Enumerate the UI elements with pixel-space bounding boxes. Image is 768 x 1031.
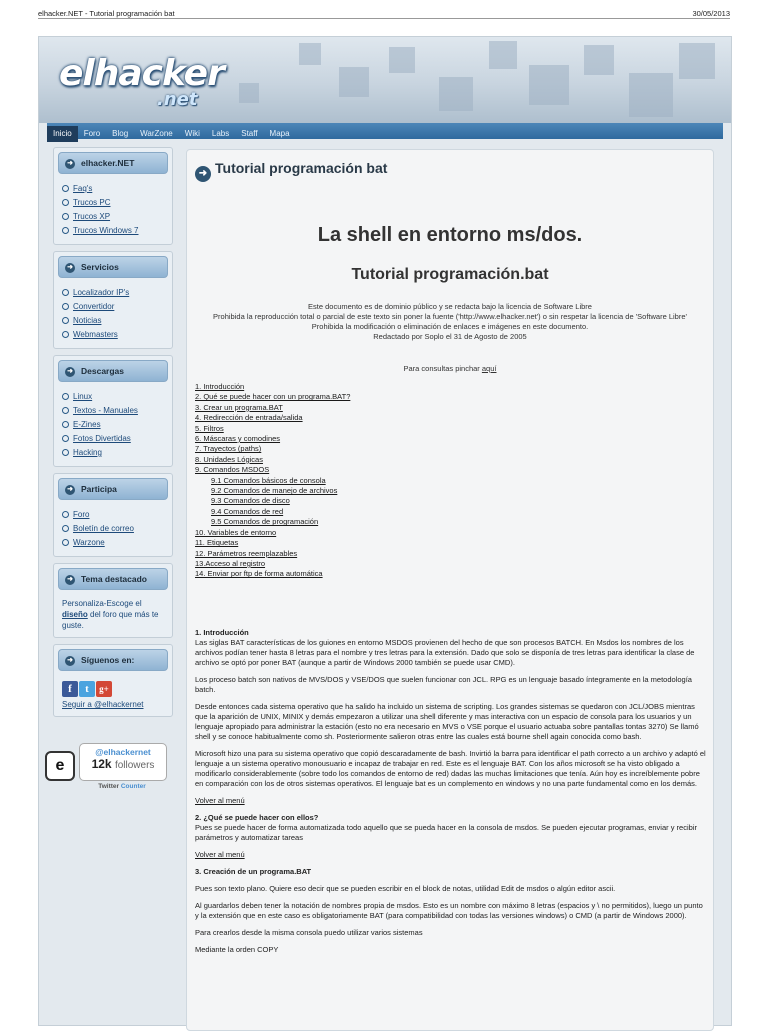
page-title: ➜ Tutorial programación bat xyxy=(195,160,387,182)
print-header xyxy=(0,0,768,18)
sidebar-link[interactable]: Linux xyxy=(58,390,168,404)
paragraph: Microsoft hizo una para su sistema operativo que copió descaradamente de bash. Invirtió la barra para identificar el path correcto a un archivo y adaptó el lenguaje a un sistema operativo monousuario e incapaz de trabajar en red. Este es el lenguaje BAT. Con los años microsoft se ha visto obligado a modificarlo considerablemente (sobre todo los comandos de entorno de red) dadas las muchas limitaciones que tenía. Aún hoy es increíblemente pobre en comparación con los de otros sistemas operativos. El lenguaje bat es un complemento en windows y no una parte fundamental como en los demás. xyxy=(195,749,706,788)
sidebar-box-elhacker xyxy=(53,147,173,245)
back-to-menu-link[interactable]: Volver al menú xyxy=(195,796,245,805)
follower-bubble xyxy=(79,743,167,781)
paragraph: Al guardarlos deben tener la notación de nombres propia de msdos. Esto es un nombre con máximo 8 letras (espacios y \ no permitidos), luego un punto y la extensión que en este caso es obligatoriamente BAT (para compatibilidad con todas las versiones windows) o CMD (a partir de Windows 2000). xyxy=(195,901,703,920)
toc-link[interactable]: 6. Máscaras y comodines xyxy=(195,434,281,444)
license-notice: Este documento es de dominio público y se redacta bajo la licencia de Software Libre Prohibida la reproducción total o parcial de este texto sin poner la fuente ('http://www.elhacker.net') o sin respetar la licencia de 'Software Libre' Prohibida la modificación o eliminación de enlaces e imágenes en este documento. Redactado por Soplo el 31 de Agosto de 2005 xyxy=(213,302,687,341)
sidebar-link[interactable]: Webmasters xyxy=(58,328,168,342)
paragraph: Los proceso batch son nativos de MVS/DOS y VSE/DOS que suelen funcionar con JCL. RPG es un lenguaje basado íntegramente en la metodología batch. xyxy=(195,675,692,694)
sidebar-link[interactable]: Noticias xyxy=(58,314,168,328)
toc-link[interactable]: 9.4 Comandos de red xyxy=(211,506,284,516)
toc-link[interactable]: 9.2 Comandos de manejo de archivos xyxy=(211,486,338,496)
paragraph: Para crearlos desde la misma consola puedo utilizar varios sistemas xyxy=(195,928,423,937)
sidebar-link[interactable]: Trucos PC xyxy=(58,196,168,210)
print-header-title: elhacker.NET - Tutorial programación bat xyxy=(38,9,175,18)
print-header-date: 30/05/2013 xyxy=(692,9,730,18)
sidebar-box-descargas xyxy=(53,355,173,467)
paragraph: Las siglas BAT características de los guiones en entorno MSDOS provienen del hecho de que son procesos BATCH. En Msdos los nombres de los archivos podían tener hasta 8 letras para el nombre y tres letras para la extensión. Dado que solo se disponía de tres letras para identificar la clase de archivo se optó por poner BAT (aunque a partir de Windows 2000 también se puede usar CMD). xyxy=(195,638,695,667)
arrow-right-icon: ➜ xyxy=(65,485,75,495)
sidebar-link[interactable]: E-Zines xyxy=(58,418,168,432)
section-heading: 3. Creación de un programa.BAT xyxy=(195,867,312,876)
site-logo[interactable]: elhacker xyxy=(59,53,224,94)
nav-item-blog[interactable]: Blog xyxy=(112,129,129,138)
arrow-right-icon: ➜ xyxy=(65,159,75,169)
box-header: ➜ Descargas xyxy=(58,360,168,382)
toc-link[interactable]: 5. Filtros xyxy=(195,423,224,433)
box-header: ➜ Participa xyxy=(58,478,168,500)
sidebar xyxy=(53,147,173,723)
nav-item-labs[interactable]: Labs xyxy=(211,129,230,138)
main-content xyxy=(186,149,714,1031)
box-header: ➜ Servicios xyxy=(58,256,168,278)
toc-link[interactable]: 1. Introducción xyxy=(195,382,245,391)
sidebar-link[interactable]: Convertidor xyxy=(58,300,168,314)
toc-link[interactable]: 9.1 Comandos básicos de consola xyxy=(211,475,326,485)
sidebar-box-participa xyxy=(53,473,173,557)
paragraph: Pues se puede hacer de forma automatizada todo aquello que se pueda hacer en la consola de msdos. Se pueden ejecutar programas, enviar y recibir parámetros y automatizar tareas xyxy=(195,823,697,842)
toc-link[interactable]: 10. Variables de entorno xyxy=(195,527,277,537)
toc-link[interactable]: 7. Trayectos (paths) xyxy=(195,444,262,454)
back-to-menu-link[interactable]: Volver al menú xyxy=(195,850,245,859)
arrow-circle-icon: ➜ xyxy=(195,166,211,182)
page-frame xyxy=(38,36,732,1026)
consult-line: Para consultas pinchar aquí xyxy=(403,364,497,373)
site-logo-net: .net xyxy=(157,89,198,110)
toc-link[interactable]: 4. Redirección de entrada/salida xyxy=(195,413,303,423)
box-header: ➜ Tema destacado xyxy=(58,568,168,590)
nav-item-inicio[interactable]: Inicio xyxy=(47,126,78,142)
toc-link[interactable]: 13.Acceso al registro xyxy=(195,558,266,568)
paragraph: Pues son texto plano. Quiere eso decir que se pueden escribir en el block de notas, utilidad Edit de msdos o algún editor ascii. xyxy=(195,884,616,893)
twitter-icon[interactable]: t xyxy=(79,681,95,697)
twitter-counter-logo-icon: e xyxy=(45,751,75,781)
document-heading: La shell en entorno ms/dos. xyxy=(317,224,583,246)
sidebar-box-servicios xyxy=(53,251,173,349)
nav-item-wiki[interactable]: Wiki xyxy=(184,129,200,138)
nav-item-staff[interactable]: Staff xyxy=(241,129,258,138)
box-header: ➜ elhacker.NET xyxy=(58,152,168,174)
nav-item-mapa[interactable]: Mapa xyxy=(269,129,290,138)
sidebar-link[interactable]: Textos - Manuales xyxy=(58,404,168,418)
nav-item-foro[interactable]: Foro xyxy=(83,129,101,138)
main-nav xyxy=(47,123,723,139)
sidebar-box-tema xyxy=(53,563,173,638)
arrow-right-icon: ➜ xyxy=(65,263,75,273)
toc-link[interactable]: 9.3 Comandos de disco xyxy=(211,496,290,506)
section-heading: 1. Introducción xyxy=(195,628,249,637)
nav-item-warzone[interactable]: WarZone xyxy=(140,129,173,138)
table-of-contents xyxy=(195,382,350,580)
paragraph: Mediante la orden COPY xyxy=(195,945,279,954)
toc-link[interactable]: 3. Crear un programa.BAT xyxy=(195,402,283,412)
featured-topic-text[interactable]: Personaliza-Escoge el diseño del foro que más te guste. xyxy=(62,599,159,630)
paragraph: Desde entonces cada sistema operativo que ha salido ha incluido un sistema de scripting. Los grandes sistemas se quedaron con JCL/JOBS mientras que la aparición de UNIX, MINIX y demás empezaron a utilizar una shell diferente y mas interactiva con un espacio de consola para los usuarios y un lenguaje apropiado para administrar la estación (esto no era necesario en MVS o VSE porque el usuario actuaba sobre pantallas tontas 3270) Se llamó shell y se conoce habitualmente como sh. Posteriormente salieron otras entre las cuales está bourne shell again conocida como bash. xyxy=(195,702,699,741)
toc-link[interactable]: 9.5 Comandos de programación xyxy=(211,517,319,527)
print-header-rule xyxy=(38,18,730,19)
box-header: ➜ Síguenos en: xyxy=(58,649,168,671)
article-body xyxy=(195,628,707,962)
sidebar-link[interactable]: Hacking xyxy=(58,446,168,460)
facebook-icon[interactable]: f xyxy=(62,681,78,697)
toc-link[interactable]: 9. Comandos MSDOS xyxy=(195,465,270,475)
toc-link[interactable]: 14. Enviar por ftp de forma automática xyxy=(195,569,323,579)
toc-link[interactable]: 12. Parámetros reemplazables xyxy=(195,548,298,558)
arrow-right-icon: ➜ xyxy=(65,656,75,666)
twitter-counter-widget[interactable] xyxy=(45,743,175,791)
document-subheading: Tutorial programación.bat xyxy=(351,266,549,283)
toc-link[interactable]: 8. Unidades Lógicas xyxy=(195,454,263,464)
google-plus-icon[interactable]: g+ xyxy=(96,681,112,697)
sidebar-link[interactable]: Fotos Divertidas xyxy=(58,432,168,446)
sidebar-box-siguenos xyxy=(53,644,173,717)
arrow-right-icon: ➜ xyxy=(65,575,75,585)
sidebar-link[interactable]: Foro xyxy=(58,508,168,522)
toc-link[interactable]: 2. Qué se puede hacer con un programa.BAT? xyxy=(195,392,351,402)
consult-link[interactable]: aquí xyxy=(481,364,497,373)
site-banner xyxy=(39,37,731,123)
sidebar-link[interactable]: Trucos XP xyxy=(58,210,168,224)
sidebar-link[interactable]: Localizador IP's xyxy=(58,286,168,300)
toc-link[interactable]: 11. Etiquetas xyxy=(195,538,239,548)
sidebar-link[interactable]: Warzone xyxy=(58,536,168,550)
arrow-right-icon: ➜ xyxy=(65,367,75,377)
follow-link[interactable]: Seguir a @elhackernet xyxy=(62,700,144,709)
twitter-handle: @elhackernet xyxy=(95,747,151,757)
sidebar-link[interactable]: Trucos Windows 7 xyxy=(58,224,168,238)
follower-count: 12k followers xyxy=(91,757,155,771)
twitter-counter-label: Twitter Counter xyxy=(98,783,146,790)
sidebar-link[interactable]: Boletín de correo xyxy=(58,522,168,536)
sidebar-link[interactable]: Faq's xyxy=(58,182,168,196)
section-heading: 2. ¿Qué se puede hacer con ellos? xyxy=(195,813,319,822)
social-icons xyxy=(58,679,168,699)
